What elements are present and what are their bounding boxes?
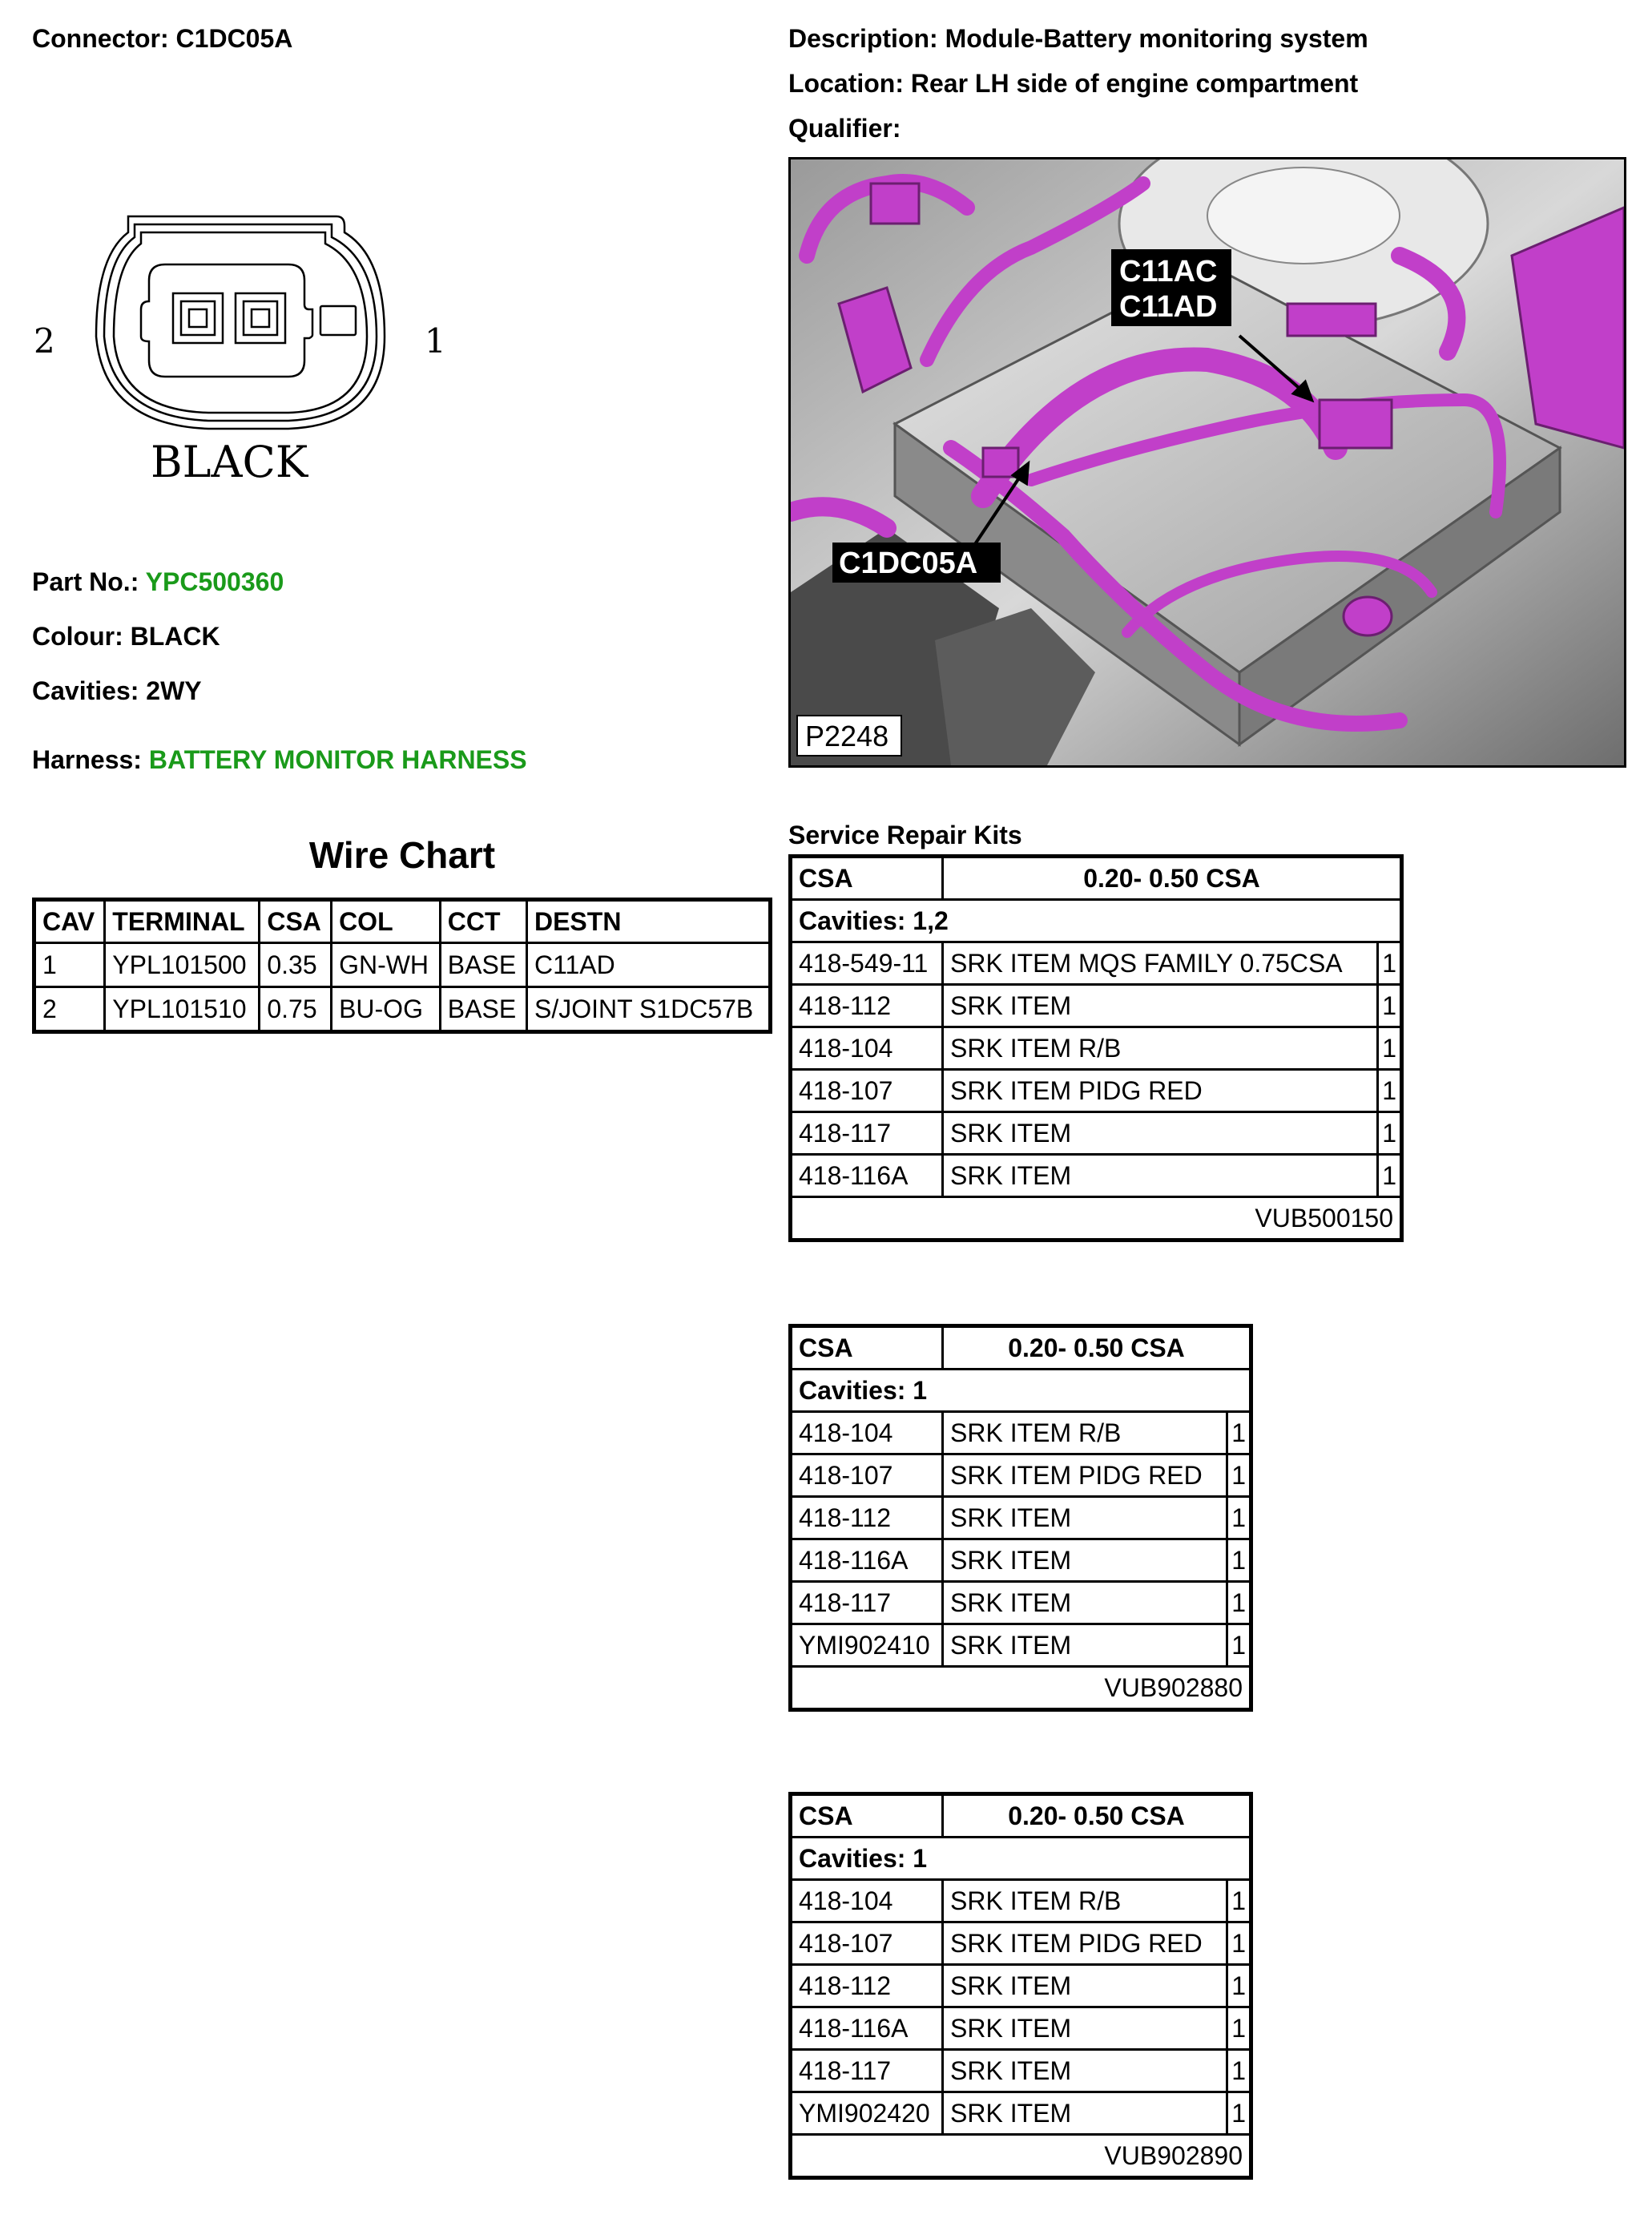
wire-cell: S/JOINT S1DC57B (526, 987, 770, 1032)
wire-cell: 1 (34, 943, 105, 987)
kit-item-row (791, 1922, 1251, 1965)
kit-item-part: YMI902410 (791, 1624, 943, 1667)
kit-item-row (791, 1539, 1251, 1582)
colour-value: BLACK (130, 622, 220, 651)
wire-cell: 0.75 (260, 987, 332, 1032)
kit-item-row (791, 1965, 1251, 2007)
kit-item-desc: SRK ITEM (943, 1539, 1227, 1582)
kit-item-qty: 1 (1227, 1880, 1251, 1922)
wire-header-destn: DESTN (526, 900, 770, 943)
kit-cavities-row (791, 1370, 1251, 1412)
kit-item-part: 418-116A (791, 1155, 943, 1197)
kit-item-row (791, 942, 1402, 985)
colour-label: Colour: (32, 622, 123, 651)
kit-cavities-row (791, 900, 1402, 942)
connector-value: C1DC05A (175, 24, 293, 53)
kit-item-part: 418-117 (791, 2050, 943, 2092)
kit-item-desc: SRK ITEM PIDG RED (943, 1922, 1227, 1965)
callout-c1dc05a-text: C1DC05A (839, 547, 978, 580)
kit-item-part: 418-107 (791, 1922, 943, 1965)
connector-label: Connector: (32, 24, 169, 53)
qualifier-label: Qualifier: (788, 114, 901, 143)
cavities-label: Cavities: (32, 676, 139, 705)
location-label: Location: (788, 69, 904, 98)
kit-item-row (791, 1582, 1251, 1624)
wire-cell: 0.35 (260, 943, 332, 987)
wire-chart-title: Wire Chart (308, 834, 496, 876)
kit-item-part: 418-116A (791, 2007, 943, 2050)
kit-item-row (791, 1027, 1402, 1070)
kit-number-row (791, 1667, 1251, 1710)
kit-item-row (791, 1412, 1251, 1454)
kit-item-part: 418-549-11 (791, 942, 943, 985)
kit-csa-label: CSA (791, 1326, 943, 1370)
wire-cell: YPL101510 (105, 987, 260, 1032)
connector-heading (32, 24, 292, 54)
repair-kit-table-3 (788, 1792, 1253, 2180)
kit-item-desc: SRK ITEM R/B (943, 1880, 1227, 1922)
photo-ref: P2248 (805, 720, 889, 752)
kit-csa-row (791, 1326, 1251, 1370)
kit-item-qty: 1 (1378, 1112, 1402, 1155)
kit-cavities: Cavities: 1,2 (791, 900, 1402, 942)
wire-header-csa: CSA (260, 900, 332, 943)
kit-item-desc: SRK ITEM MQS FAMILY 0.75CSA (943, 942, 1378, 985)
location-photo (788, 157, 1626, 768)
kit-number: VUB902880 (791, 1667, 1251, 1710)
kit-csa-label: CSA (791, 1794, 943, 1838)
callout-c11ac: C11AC (1119, 255, 1218, 288)
kit-item-row (791, 1497, 1251, 1539)
part-number-label: Part No.: (32, 567, 139, 596)
description-label: Description: (788, 24, 938, 53)
kit-item-desc: SRK ITEM (943, 1497, 1227, 1539)
wire-cell: C11AD (526, 943, 770, 987)
description-line (788, 24, 1368, 54)
part-number-value: YPC500360 (145, 567, 284, 596)
kit-number-row (791, 2135, 1251, 2178)
kit-item-part: 418-112 (791, 1965, 943, 2007)
kit-number: VUB500150 (791, 1197, 1402, 1241)
kit-item-desc: SRK ITEM (943, 1155, 1378, 1197)
wire-chart-header-row (34, 900, 771, 943)
kit-item-desc: SRK ITEM (943, 1582, 1227, 1624)
kit-item-desc: SRK ITEM (943, 1112, 1378, 1155)
kit-item-desc: SRK ITEM PIDG RED (943, 1070, 1378, 1112)
kit-item-part: 418-112 (791, 985, 943, 1027)
kit-cavities-row (791, 1838, 1251, 1880)
kit-item-qty: 1 (1227, 1965, 1251, 2007)
wire-header-cct: CCT (440, 900, 526, 943)
kit-item-part: YMI902420 (791, 2092, 943, 2135)
kit-item-desc: SRK ITEM (943, 985, 1378, 1027)
colour-line (32, 622, 220, 652)
wire-header-cav: CAV (34, 900, 105, 943)
wire-row (34, 943, 771, 987)
kit-item-part: 418-104 (791, 1412, 943, 1454)
kit-item-qty: 1 (1378, 942, 1402, 985)
location-line (788, 69, 1358, 99)
kit-item-row (791, 2092, 1251, 2135)
kit-item-desc: SRK ITEM (943, 2092, 1227, 2135)
pin-1-label: 1 (425, 321, 446, 361)
cavities-value: 2WY (146, 676, 202, 705)
kit-item-desc: SRK ITEM R/B (943, 1412, 1227, 1454)
cavities-line (32, 676, 202, 706)
kit-item-qty: 1 (1378, 1027, 1402, 1070)
pin-2-label: 2 (34, 321, 55, 361)
kit-item-qty: 1 (1227, 1582, 1251, 1624)
kit-item-part: 418-104 (791, 1880, 943, 1922)
diagram-colour-label: BLACK (151, 437, 308, 487)
kit-csa-label: CSA (791, 857, 943, 900)
kit-item-qty: 1 (1378, 985, 1402, 1027)
harness-label: Harness: (32, 745, 142, 774)
kit-item-row (791, 985, 1402, 1027)
kit-item-qty: 1 (1227, 1624, 1251, 1667)
kit-csa-value: 0.20- 0.50 CSA (943, 1794, 1251, 1838)
kit-item-part: 418-117 (791, 1582, 943, 1624)
kit-number-row (791, 1197, 1402, 1241)
kit-item-desc: SRK ITEM (943, 1624, 1227, 1667)
wire-cell: 2 (34, 987, 105, 1032)
part-number-line (32, 567, 284, 597)
wire-cell: YPL101500 (105, 943, 260, 987)
kit-item-desc: SRK ITEM PIDG RED (943, 1454, 1227, 1497)
repair-kit-table-1 (788, 854, 1404, 1242)
kit-number: VUB902890 (791, 2135, 1251, 2178)
kit-item-row (791, 1112, 1402, 1155)
kit-csa-row (791, 1794, 1251, 1838)
wire-header-col: COL (332, 900, 441, 943)
kit-item-qty: 1 (1378, 1070, 1402, 1112)
kit-item-row (791, 1624, 1251, 1667)
kit-item-desc: SRK ITEM (943, 2050, 1227, 2092)
location-value: Rear LH side of engine compartment (910, 69, 1359, 98)
kit-item-qty: 1 (1227, 1922, 1251, 1965)
kit-item-part: 418-107 (791, 1070, 943, 1112)
connector-face-diagram (24, 200, 473, 505)
wire-row (34, 987, 771, 1032)
kit-item-desc: SRK ITEM (943, 1965, 1227, 2007)
kit-item-row (791, 1454, 1251, 1497)
kit-csa-value: 0.20- 0.50 CSA (943, 857, 1402, 900)
wire-cell: BASE (440, 987, 526, 1032)
kit-item-row (791, 1880, 1251, 1922)
kit-item-qty: 1 (1227, 1497, 1251, 1539)
wire-chart-table (32, 898, 772, 1034)
wire-cell: BASE (440, 943, 526, 987)
kit-item-part: 418-112 (791, 1497, 943, 1539)
wire-header-terminal: TERMINAL (105, 900, 260, 943)
kit-item-qty: 1 (1227, 1539, 1251, 1582)
service-repair-kits-title: Service Repair Kits (788, 821, 1022, 849)
kit-cavities: Cavities: 1 (791, 1370, 1251, 1412)
kit-item-row (791, 1070, 1402, 1112)
kit-item-row (791, 2050, 1251, 2092)
qualifier-line (788, 114, 901, 143)
callout-c11ad: C11AD (1119, 290, 1218, 324)
description-value: Module-Battery monitoring system (945, 24, 1368, 53)
kit-item-qty: 1 (1378, 1155, 1402, 1197)
kit-item-part: 418-116A (791, 1539, 943, 1582)
kit-csa-value: 0.20- 0.50 CSA (943, 1326, 1251, 1370)
kit-cavities: Cavities: 1 (791, 1838, 1251, 1880)
kit-item-qty: 1 (1227, 2007, 1251, 2050)
kit-item-part: 418-117 (791, 1112, 943, 1155)
wire-cell: BU-OG (332, 987, 441, 1032)
kit-item-qty: 1 (1227, 2092, 1251, 2135)
kit-item-part: 418-107 (791, 1454, 943, 1497)
repair-kit-table-2 (788, 1324, 1253, 1712)
wire-cell: GN-WH (332, 943, 441, 987)
kit-item-qty: 1 (1227, 2050, 1251, 2092)
kit-item-desc: SRK ITEM R/B (943, 1027, 1378, 1070)
kit-item-qty: 1 (1227, 1412, 1251, 1454)
kit-item-row (791, 2007, 1251, 2050)
kit-item-qty: 1 (1227, 1454, 1251, 1497)
kit-csa-row (791, 857, 1402, 900)
harness-value: BATTERY MONITOR HARNESS (148, 745, 527, 774)
kit-item-row (791, 1155, 1402, 1197)
harness-line (32, 745, 527, 775)
kit-item-desc: SRK ITEM (943, 2007, 1227, 2050)
kit-item-part: 418-104 (791, 1027, 943, 1070)
